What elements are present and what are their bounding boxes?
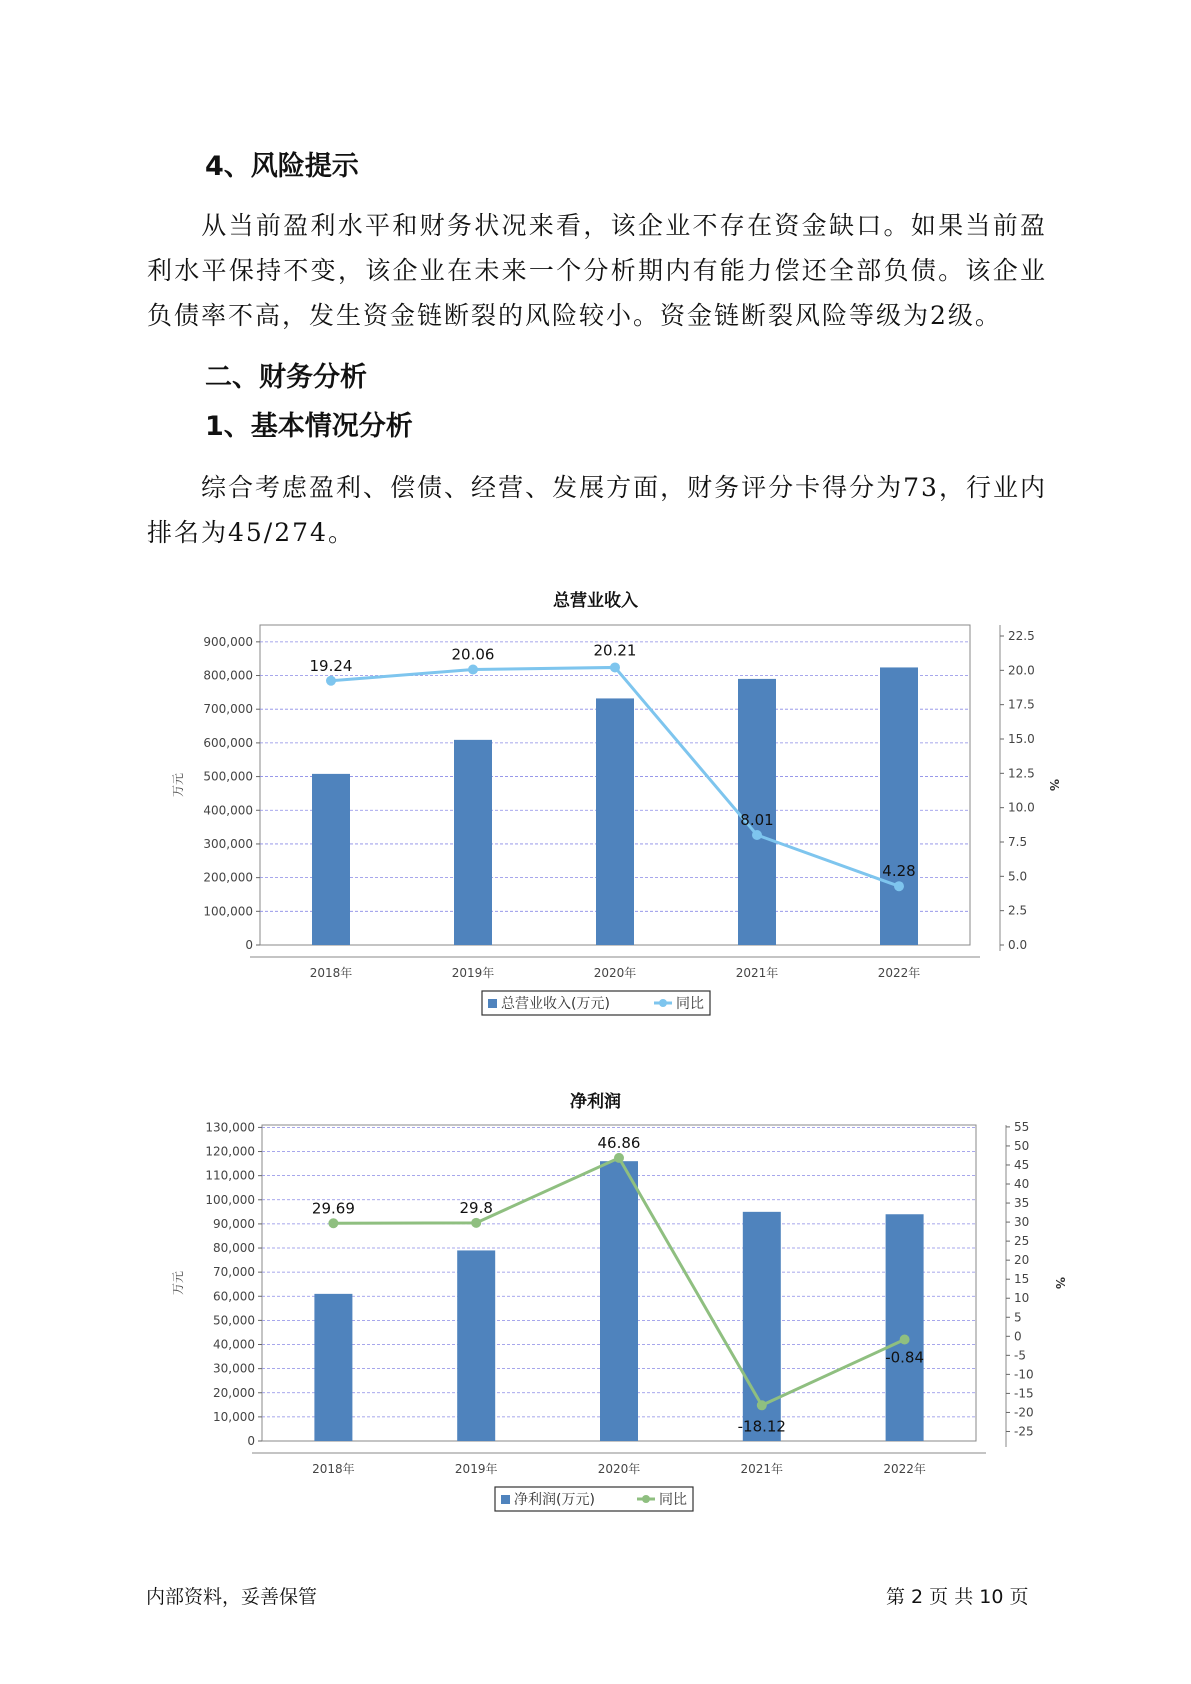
bar <box>314 1294 352 1441</box>
y-tick-label: 90,000 <box>213 1216 255 1231</box>
y-tick-label: 110,000 <box>205 1168 255 1183</box>
legend-bar-label: 净利润(万元) <box>514 1492 595 1508</box>
data-label: 20.06 <box>451 645 495 664</box>
yoy-point <box>752 830 762 840</box>
y2-tick-label: -10 <box>1014 1367 1034 1382</box>
y-tick-label: 120,000 <box>205 1144 255 1159</box>
legend-bar-swatch <box>488 999 497 1008</box>
basic-analysis-paragraph <box>147 465 1047 555</box>
yoy-point <box>471 1218 481 1228</box>
legend-bar-label: 总营业收入(万元) <box>501 996 610 1012</box>
y2-tick-label: -25 <box>1014 1424 1034 1439</box>
y2-tick-label: 7.5 <box>1008 834 1028 849</box>
yoy-point <box>468 664 478 674</box>
yoy-point <box>328 1218 338 1228</box>
yoy-point <box>757 1400 767 1410</box>
risk-paragraph <box>147 203 1047 338</box>
x-tick-label: 2018年 <box>309 966 353 980</box>
bar <box>457 1250 495 1441</box>
y-tick-label: 500,000 <box>203 769 253 784</box>
y-tick-label: 60,000 <box>213 1289 255 1304</box>
yoy-point <box>326 676 336 686</box>
yoy-point <box>900 1334 910 1344</box>
section-heading-financial-analysis: 二、财务分析 <box>205 362 367 393</box>
x-tick-label: 2020年 <box>593 966 637 980</box>
x-tick-label: 2021年 <box>735 966 779 980</box>
basic-analysis-paragraph-text: 综合考虑盈利、偿债、经营、发展方面，财务评分卡得分为73，行业内排名为45/274。 <box>147 473 1047 547</box>
y-tick-label: 100,000 <box>205 1192 255 1207</box>
y2-tick-label: -20 <box>1014 1405 1034 1420</box>
y-tick-label: 70,000 <box>213 1265 255 1280</box>
y2-tick-label: 20 <box>1014 1253 1030 1268</box>
x-tick-label: 2021年 <box>740 1462 784 1476</box>
y2-tick-label: -5 <box>1014 1348 1026 1363</box>
y2-axis-title: % <box>1053 1276 1067 1290</box>
chart-revenue <box>170 615 1061 1035</box>
y2-tick-label: 35 <box>1014 1196 1030 1211</box>
y2-tick-label: 17.5 <box>1008 697 1035 712</box>
bar <box>880 667 918 945</box>
bar <box>312 774 350 945</box>
data-label: -18.12 <box>737 1417 786 1436</box>
y-tick-label: 800,000 <box>203 668 253 683</box>
y-tick-label: 300,000 <box>203 836 253 851</box>
legend-line-marker <box>659 999 667 1007</box>
y-tick-label: 600,000 <box>203 735 253 750</box>
y-tick-label: 30,000 <box>213 1361 255 1376</box>
bar <box>596 698 634 945</box>
y-tick-label: 130,000 <box>205 1120 255 1135</box>
footer-confidential: 内部资料，妥善保管 <box>146 1586 318 1608</box>
y-tick-label: 20,000 <box>213 1385 255 1400</box>
legend-line-label: 同比 <box>659 1492 687 1508</box>
y2-tick-label: 12.5 <box>1008 766 1035 781</box>
data-label: 4.28 <box>882 862 916 881</box>
y-tick-label: 50,000 <box>213 1313 255 1328</box>
chart-net-profit <box>170 1115 1067 1535</box>
bar <box>600 1161 638 1441</box>
y-tick-label: 700,000 <box>203 702 253 717</box>
legend-line-label: 同比 <box>676 996 704 1012</box>
y2-tick-label: 22.5 <box>1008 628 1035 643</box>
x-tick-label: 2022年 <box>883 1462 926 1476</box>
y2-tick-label: 25 <box>1014 1234 1030 1249</box>
y-tick-label: 40,000 <box>213 1337 255 1352</box>
y2-tick-label: 20.0 <box>1008 663 1035 678</box>
footer-page-number: 第 2 页 共 10 页 <box>886 1586 1029 1608</box>
y-tick-label: 0 <box>247 1434 255 1448</box>
legend-line-marker <box>642 1495 650 1503</box>
y2-tick-label: 55 <box>1014 1119 1030 1134</box>
y2-tick-label: 15 <box>1014 1272 1030 1287</box>
y-axis-title: 万元 <box>171 1270 185 1296</box>
y-axis-title: 万元 <box>171 772 185 798</box>
chart-revenue-title: 总营业收入 <box>553 591 638 611</box>
data-label: -0.84 <box>885 1348 925 1367</box>
y2-tick-label: 30 <box>1014 1215 1030 1230</box>
y2-axis-title: % <box>1047 778 1061 792</box>
data-label: 8.01 <box>740 810 774 829</box>
y2-tick-label: 10 <box>1014 1291 1030 1306</box>
data-label: 46.86 <box>597 1133 641 1152</box>
y-tick-label: 400,000 <box>203 803 253 818</box>
y2-tick-label: 10.0 <box>1008 800 1035 815</box>
y-tick-label: 900,000 <box>203 634 253 649</box>
chart-net-profit-title: 净利润 <box>570 1092 621 1112</box>
y2-tick-label: 5 <box>1014 1310 1022 1325</box>
yoy-point <box>610 662 620 672</box>
bar <box>454 740 492 945</box>
x-tick-label: 2020年 <box>597 1462 641 1476</box>
section-heading-risk: 4、风险提示 <box>205 151 359 182</box>
data-label: 20.21 <box>593 641 637 660</box>
y-tick-label: 200,000 <box>203 870 253 885</box>
y2-tick-label: 45 <box>1014 1157 1030 1172</box>
y-tick-label: 0 <box>245 938 253 952</box>
bar <box>886 1214 924 1441</box>
y2-tick-label: 0 <box>1014 1329 1022 1344</box>
data-label: 29.69 <box>311 1199 355 1218</box>
y2-tick-label: 50 <box>1014 1138 1030 1153</box>
section-heading-basic-analysis: 1、基本情况分析 <box>205 411 413 442</box>
x-tick-label: 2018年 <box>312 1462 355 1476</box>
y2-tick-label: 5.0 <box>1008 869 1028 884</box>
x-tick-label: 2019年 <box>451 966 495 980</box>
y-tick-label: 10,000 <box>213 1409 255 1424</box>
y2-tick-label: -15 <box>1014 1386 1034 1401</box>
risk-paragraph-text: 从当前盈利水平和财务状况来看，该企业不存在资金缺口。如果当前盈利水平保持不变，该企业在未来一个分析期内有能力偿还全部负债。该企业负债率不高，发生资金链断裂的风险较小。资金链断裂风险等级为2级。 <box>147 211 1047 330</box>
x-tick-label: 2022年 <box>877 966 921 980</box>
x-tick-label: 2019年 <box>454 1462 498 1476</box>
legend-bar-swatch <box>501 1495 510 1504</box>
y2-tick-label: 2.5 <box>1008 903 1028 918</box>
y-tick-label: 100,000 <box>203 904 253 919</box>
y-tick-label: 80,000 <box>213 1241 255 1256</box>
y2-tick-label: 0.0 <box>1008 938 1028 952</box>
y2-tick-label: 40 <box>1014 1177 1030 1192</box>
data-label: 19.24 <box>309 656 353 675</box>
yoy-point <box>614 1153 624 1163</box>
y2-tick-label: 15.0 <box>1008 731 1035 746</box>
yoy-point <box>894 881 904 891</box>
data-label: 29.8 <box>459 1198 493 1217</box>
